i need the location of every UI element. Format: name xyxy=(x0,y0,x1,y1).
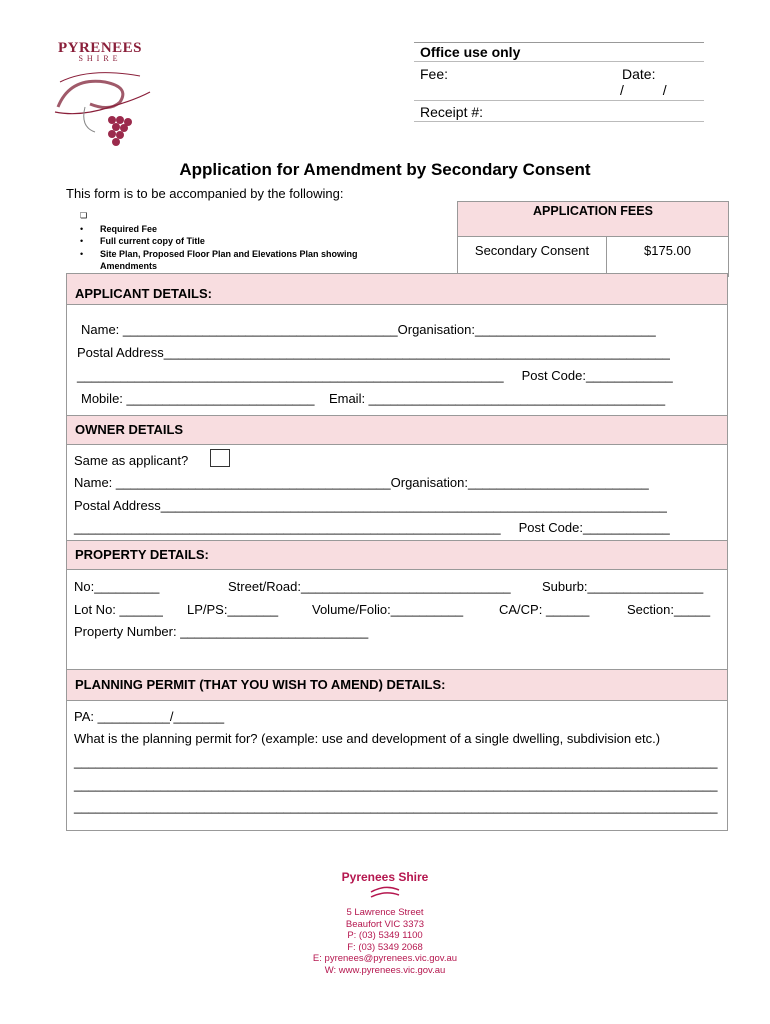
permit-heading: PLANNING PERMIT (THAT YOU WISH TO AMEND) DETAILS: xyxy=(67,669,727,701)
same-as-applicant-label: Same as applicant? xyxy=(74,453,189,468)
owner-postal-field[interactable]: Postal Address______________________________________________________________________ xyxy=(74,498,667,513)
same-as-applicant-checkbox[interactable] xyxy=(210,449,230,467)
application-fees-table xyxy=(457,201,729,277)
receipt-label: Receipt #: xyxy=(420,104,484,120)
fees-header: APPLICATION FEES xyxy=(458,202,728,237)
intro-text: This form is to be accompanied by the following: xyxy=(66,186,344,201)
lot-no-field[interactable]: Lot No: ______ xyxy=(74,602,163,617)
property-suburb-field[interactable]: Suburb:________________ xyxy=(542,579,704,594)
section-field[interactable]: Section:_____ xyxy=(627,602,711,617)
permit-answer-line-1[interactable]: _________________________________________________________________________________________ xyxy=(74,754,718,769)
footer-phone: P: (03) 5349 1100 xyxy=(347,930,423,941)
footer-fax: F: (03) 5349 2068 xyxy=(347,941,423,953)
application-form xyxy=(66,273,728,831)
list-item: • Site Plan, Proposed Floor Plan and Elevations Plan showing xyxy=(80,248,358,259)
footer-town: Beaufort VIC 3373 xyxy=(345,918,425,930)
property-heading: PROPERTY DETAILS: xyxy=(67,540,727,570)
permit-answer-line-3[interactable]: _________________________________________________________________________________________ xyxy=(74,799,718,814)
fee-label: Fee: xyxy=(420,66,449,82)
property-no-field[interactable]: No:_________ xyxy=(74,579,160,594)
pa-field[interactable]: PA: __________/_______ xyxy=(74,709,225,724)
fee-amount: $175.00 xyxy=(644,243,691,258)
volume-folio-field[interactable]: Volume/Folio:__________ xyxy=(312,602,464,617)
footer-street: 5 Lawrence Street xyxy=(346,907,424,918)
office-use-panel xyxy=(414,42,704,122)
owner-heading: OWNER DETAILS xyxy=(67,415,727,445)
grape-vine-logo-icon xyxy=(50,62,160,152)
list-item: Amendments xyxy=(100,261,158,271)
footer-email[interactable]: E: pyrenees@pyrenees.vic.gov.au xyxy=(312,953,458,964)
owner-name-field[interactable]: Name: ______________________________________Organisation:_________________________ xyxy=(74,475,649,490)
ca-cp-field[interactable]: CA/CP: ______ xyxy=(499,602,590,617)
permit-answer-line-2[interactable]: _________________________________________________________________________________________ xyxy=(74,777,718,792)
requirements-list xyxy=(80,210,358,273)
logo-subtitle: SHIRE xyxy=(78,54,122,63)
logo-title: PYRENEES xyxy=(57,40,143,56)
footer-brand: Pyrenees Shire xyxy=(341,870,429,884)
footer-web[interactable]: W: www.pyrenees.vic.gov.au xyxy=(324,964,446,976)
applicant-mobile-email-field[interactable]: Mobile: __________________________ Email: _________________________________________ xyxy=(81,391,666,406)
applicant-postcode-field[interactable]: ___________________________________________________________ Post Code:____________ xyxy=(77,368,673,383)
owner-postcode-field[interactable]: ___________________________________________________________ Post Code:____________ xyxy=(74,520,670,535)
list-item: • Full current copy of Title xyxy=(80,236,205,246)
property-street-field[interactable]: Street/Road:_____________________________ xyxy=(228,579,511,594)
date-slashes: / / xyxy=(620,82,667,98)
applicant-name-field[interactable]: Name: ______________________________________Organisation:_________________________ xyxy=(81,322,656,337)
form-title: Application for Amendment by Secondary Consent xyxy=(179,160,591,179)
lp-ps-field[interactable]: LP/PS:_______ xyxy=(187,602,279,617)
footer xyxy=(0,870,770,976)
swoosh-logo-icon xyxy=(365,884,405,902)
checkbox-glyph-icon: ❏ xyxy=(80,211,88,220)
office-use-heading: Office use only xyxy=(420,44,521,60)
applicant-heading: APPLICANT DETAILS: xyxy=(67,274,727,305)
list-item: • Required Fee xyxy=(80,223,158,234)
applicant-postal-field[interactable]: Postal Address______________________________________________________________________ xyxy=(77,345,670,360)
fee-type: Secondary Consent xyxy=(458,237,607,276)
date-label: Date: xyxy=(622,66,656,82)
property-number-field[interactable]: Property Number: __________________________ xyxy=(74,624,369,639)
permit-question: What is the planning permit for? (example: use and development of a single dwelling, subdivision etc.) xyxy=(74,731,661,746)
